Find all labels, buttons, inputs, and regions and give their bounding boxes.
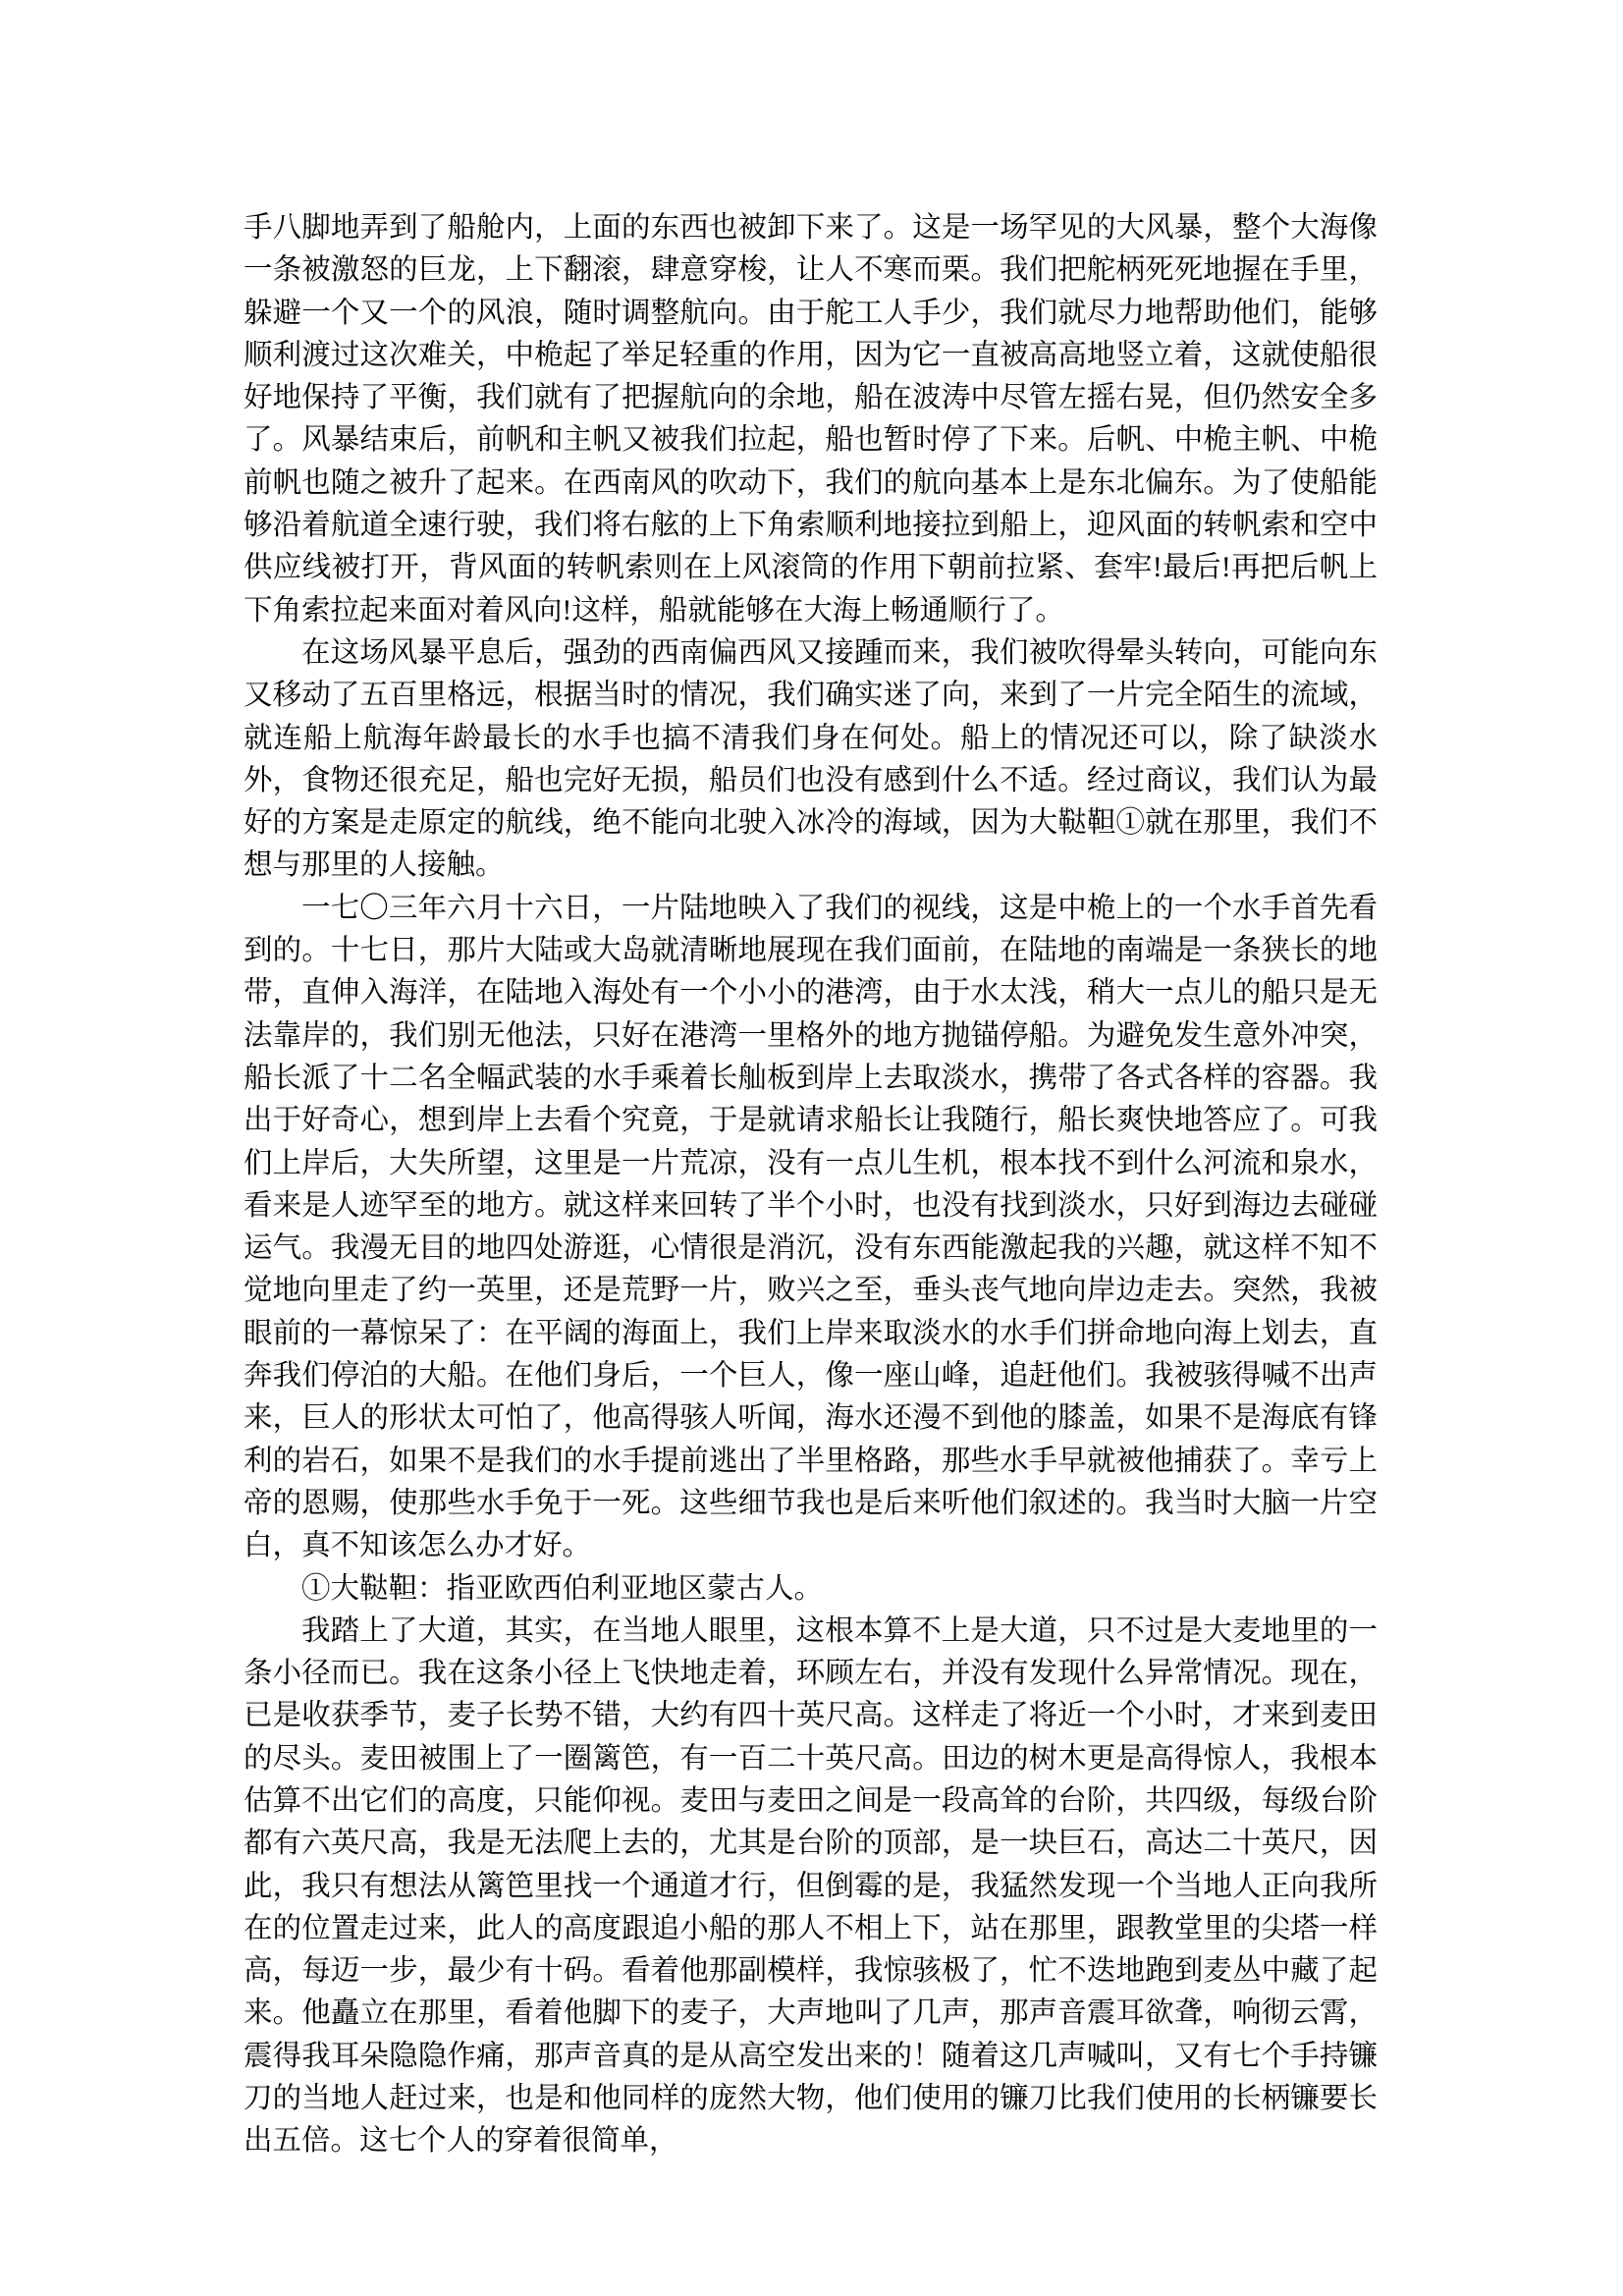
paragraph-storm-continuation: 手八脚地弄到了船舱内，上面的东西也被卸下来了。这是一场罕见的大风暴，整个大海像一条被激怒的巨龙，上下翻滚，肆意穿梭，让人不寒而栗。我们把舵柄死死地握在手里，躲避一个又一个的风浪，随时调整航向。由于舵工人手少，我们就尽力地帮助他们，能够顺利渡过这次难关，中桅起了举足轻重的作用，因为它一直被高高地竖立着，这就使船很好地保持了平衡，我们就有了把握航向的余地，船在波涛中尽管左摇右晃，但仍然安全多了。风暴结束后，前帆和主帆又被我们拉起，船也暂时停了下来。后帆、中桅主帆、中桅前帆也随之被升了起来。在西南风的吹动下，我们的航向基本上是东北偏东。为了使船能够沿着航道全速行驶，我们将右舷的上下角索顺利地接拉到船上，迎风面的转帆索和空中供应线被打开，背风面的转帆索则在上风滚筒的作用下朝前拉紧、套牢!最后!再把后帆上下角索拉起来面对着风向!这样，船就能够在大海上畅通顺行了。: [243, 212, 1378, 627]
text-column: [243, 207, 1378, 2163]
paragraph-landfall: 一七〇三年六月十六日，一片陆地映入了我们的视线，这是中桅上的一个水手首先看到的。十七日，那片大陆或大岛就清晰地展现在我们面前，在陆地的南端是一条狭长的地带，直伸入海洋，在陆地入海处有一个小小的港湾，由于水太浅，稍大一点儿的船只是无法靠岸的，我们别无他法，只好在港湾一里格外的地方抛锚停船。为避免发生意外冲突，船长派了十二名全幅武装的水手乘着长舢板到岸上去取淡水，携带了各式各样的容器。我出于好奇心，想到岸上去看个究竟，于是就请求船长让我随行，船长爽快地答应了。可我们上岸后，大失所望，这里是一片荒凉，没有一点儿生机，根本找不到什么河流和泉水，看来是人迹罕至的地方。就这样来回转了半个小时，也没有找到淡水，只好到海边去碰碰运气。我漫无目的地四处游逛，心情很是消沉，没有东西能激起我的兴趣，就这样不知不觉地向里走了约一英里，还是荒野一片，败兴之至，垂头丧气地向岸边走去。突然，我被眼前的一幕惊呆了：在平阔的海面上，我们上岸来取淡水的水手们拼命地向海上划去，直奔我们停泊的大船。在他们身后，一个巨人，像一座山峰，追赶他们。我被骇得喊不出声来，巨人的形状太可怕了，他高得骇人听闻，海水还漫不到他的膝盖，如果不是海底有锋利的岩石，如果不是我们的水手提前逃出了半里格路，那些水手早就被他捕获了。幸亏上帝的恩赐，使那些水手免于一死。这些细节我也是后来听他们叙述的。我当时大脑一片空白，真不知该怎么办才好。: [243, 892, 1378, 1562]
paragraph-after-storm: 在这场风暴平息后，强劲的西南偏西风又接踵而来，我们被吹得晕头转向，可能向东又移动了五百里格远，根据当时的情况，我们确实迷了向，来到了一片完全陌生的流域，就连船上航海年龄最长的水手也搞不清我们身在何处。船上的情况还可以，除了缺淡水外，食物还很充足，船也完好无损，船员们也没有感到什么不适。经过商议，我们认为最好的方案是走原定的航线，绝不能向北驶入冰冷的海域，因为大鞑靼①就在那里，我们不想与那里的人接触。: [243, 636, 1378, 882]
footnote-tartary: ①大鞑靼：指亚欧西伯利亚地区蒙古人。: [301, 1572, 824, 1605]
paragraph-barley-field: 我踏上了大道，其实，在当地人眼里，这根本算不上是大道，只不过是大麦地里的一条小径而已。我在这条小径上飞快地走着，环顾左右，并没有发现什么异常情况。现在，已是收获季节，麦子长势不错，大约有四十英尺高。这样走了将近一个小时，才来到麦田的尽头。麦田被围上了一圈篱笆，有一百二十英尺高。田边的树木更是高得惊人，我根本估算不出它们的高度，只能仰视。麦田与麦田之间是一段高耸的台阶，共四级，每级台阶都有六英尺高，我是无法爬上去的，尤其是台阶的顶部，是一块巨石，高达二十英尺，因此，我只有想法从篱笆里找一个通道才行，但倒霉的是，我猛然发现一个当地人正向我所在的位置走过来，此人的高度跟追小船的那人不相上下，站在那里，跟教堂里的尖塔一样高，每迈一步，最少有十码。看着他那副模样，我惊骇极了，忙不迭地跑到麦丛中藏了起来。他矗立在那里，看着他脚下的麦子，大声地叫了几声，那声音震耳欲聋，响彻云霄，震得我耳朵隐隐作痛，那声音真的是从高空发出来的！随着这几声喊叫，又有七个手持镰刀的当地人赶过来，也是和他同样的庞然大物，他们使用的镰刀比我们使用的长柄镰要长出五倍。这七个人的穿着很简单，: [243, 1614, 1378, 2158]
